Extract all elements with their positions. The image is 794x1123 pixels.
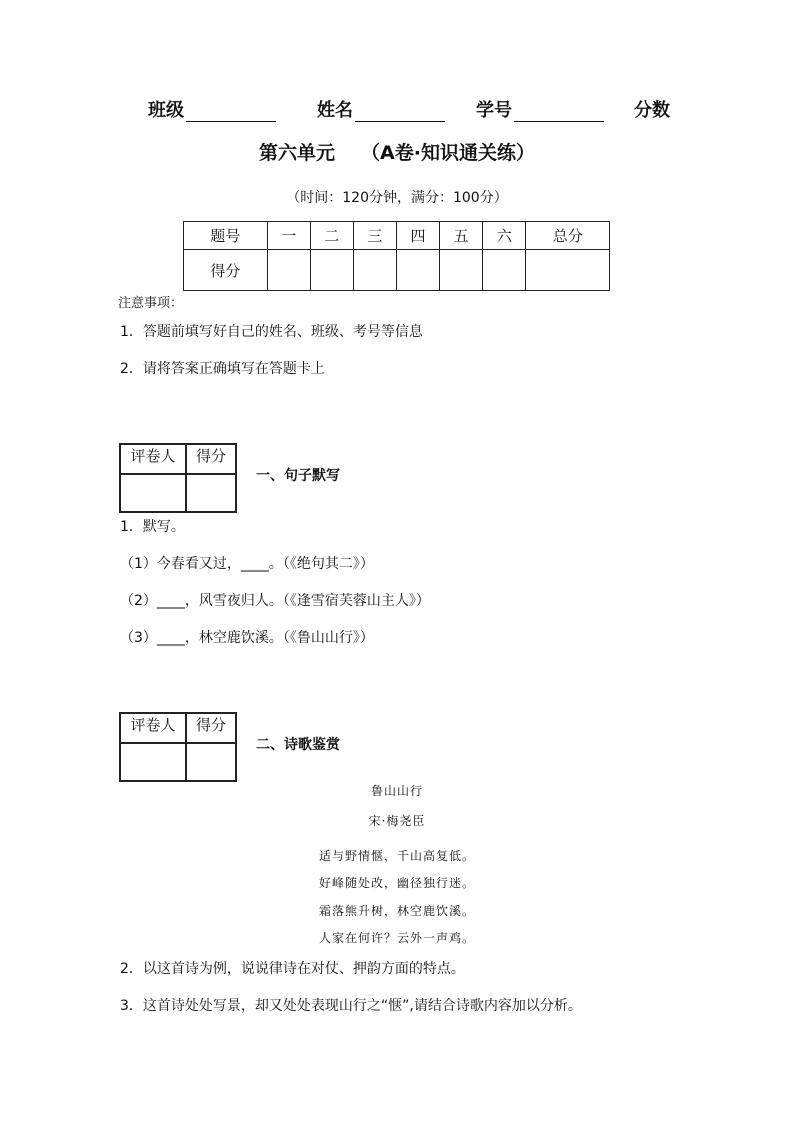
grader-label: 评卷人 (120, 444, 186, 474)
grader-score-label: 得分 (186, 444, 236, 474)
name-blank[interactable] (355, 101, 445, 122)
score-table-header-cell: 四 (396, 222, 439, 250)
score-cell[interactable] (310, 250, 353, 291)
name-field[interactable] (317, 96, 445, 122)
score-cell[interactable] (396, 250, 439, 291)
poem-author: 宋·梅尧臣 (368, 814, 426, 828)
class-label: 班级 (148, 100, 184, 121)
time-note: （时间：120分钟，满分：100分） (286, 190, 508, 206)
question-text: 2．以这首诗为例，说说律诗在对仗、押韵方面的特点。 (120, 961, 465, 977)
score-cell[interactable] (483, 250, 526, 291)
poem-line: 人家在何许？云外一声鸡。 (318, 931, 475, 945)
score-table-header-cell: 二 (310, 222, 353, 250)
student-id-field[interactable] (476, 96, 604, 122)
score-field (634, 96, 670, 122)
grader-score-cell[interactable] (186, 474, 236, 512)
dictation-item: （1）今春看又过，____。（《绝句其二》） (120, 556, 374, 572)
student-id-label: 学号 (476, 100, 512, 121)
question-text: 1．默写。 (120, 519, 185, 535)
grader-score-label: 得分 (186, 713, 236, 743)
score-table-header-cell: 六 (483, 222, 526, 250)
score-label: 分数 (634, 100, 670, 121)
section-title: 一、句子默写 (256, 468, 340, 484)
score-table-header-cell: 总分 (526, 222, 610, 250)
score-cell[interactable] (267, 250, 310, 291)
score-table-header-cell: 五 (440, 222, 483, 250)
unit-title: 第六单元 (259, 142, 336, 164)
score-cell[interactable] (440, 250, 483, 291)
student-info-header (0, 96, 794, 124)
poem-line: 霜落熊升树，林空鹿饮溪。 (318, 904, 475, 918)
page-title (0, 138, 794, 165)
paper-subtitle: （A卷·知识通关练） (361, 142, 535, 164)
poem-title: 鲁山山行 (370, 784, 423, 798)
score-table-header-cell: 三 (353, 222, 396, 250)
question-text: 3．这首诗处处写景，却又处处表现山行之“惬”,请结合诗歌内容加以分析。 (120, 998, 582, 1014)
note-item: 1．答题前填写好自己的姓名、班级、考号等信息 (120, 324, 423, 340)
name-label: 姓名 (317, 100, 353, 121)
class-blank[interactable] (186, 101, 276, 122)
class-field[interactable] (148, 96, 276, 122)
dictation-item: （3）____，林空鹿饮溪。（《鲁山山行》） (120, 630, 374, 646)
grader-label: 评卷人 (120, 713, 186, 743)
grader-cell[interactable] (120, 474, 186, 512)
grader-score-cell[interactable] (186, 743, 236, 781)
score-row-label: 得分 (184, 250, 268, 291)
poem-line: 适与野情惬，千山高复低。 (318, 849, 475, 863)
grader-box (119, 443, 237, 513)
dictation-item: （2）____，风雪夜归人。（《逢雪宿芙蓉山主人》） (120, 593, 430, 609)
student-id-blank[interactable] (514, 101, 604, 122)
grader-box (119, 712, 237, 782)
grader-cell[interactable] (120, 743, 186, 781)
score-table-score-row (184, 250, 610, 291)
score-cell[interactable] (353, 250, 396, 291)
note-item: 2．请将答案正确填写在答题卡上 (120, 361, 325, 377)
score-table (183, 221, 610, 291)
section-title: 二、诗歌鉴赏 (256, 737, 340, 753)
score-table-header-row (184, 222, 610, 250)
poem-line: 好峰随处改，幽径独行迷。 (318, 876, 475, 890)
score-cell[interactable] (526, 250, 610, 291)
score-table-header-cell: 题号 (184, 222, 268, 250)
notes-heading: 注意事项： (118, 296, 184, 311)
score-table-header-cell: 一 (267, 222, 310, 250)
